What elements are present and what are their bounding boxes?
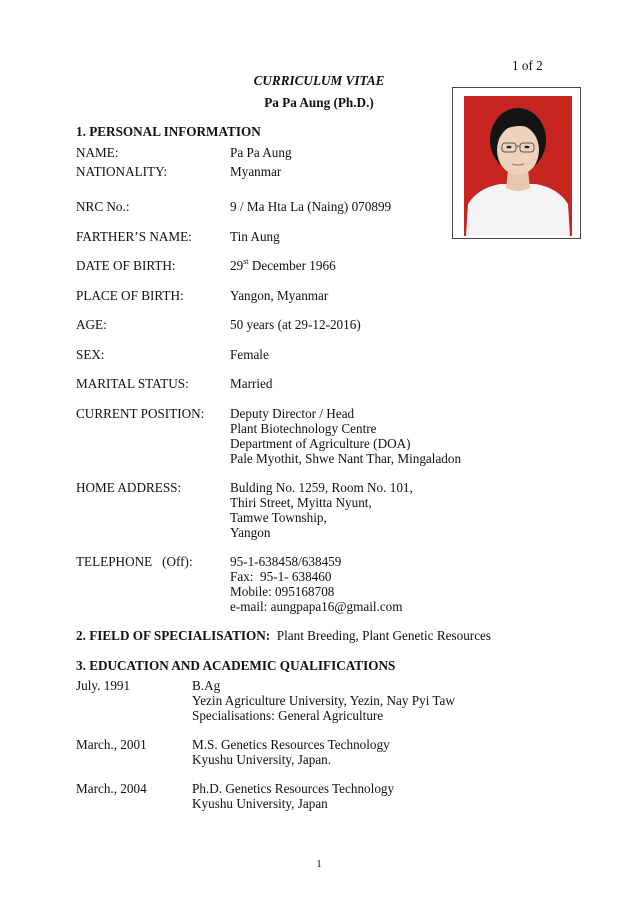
father-name-label: FARTHER’S NAME: <box>76 229 192 244</box>
dob-suffix: st <box>243 256 249 266</box>
home-address-line: Yangon <box>230 525 271 540</box>
telephone-label: TELEPHONE (Off): <box>76 554 193 569</box>
portrait-photo <box>464 96 572 236</box>
education-line: Kyushu University, Japan <box>192 796 328 811</box>
current-position-line: Department of Agriculture (DOA) <box>230 436 411 451</box>
page-number-footer: 1 <box>316 858 322 870</box>
section-personal-information-heading: 1. PERSONAL INFORMATION <box>76 124 261 139</box>
nrc-label: NRC No.: <box>76 199 130 214</box>
sex-label: SEX: <box>76 347 105 362</box>
home-address-label: HOME ADDRESS: <box>76 480 182 495</box>
place-of-birth-value: Yangon, Myanmar <box>230 288 329 303</box>
telephone-line: 95-1-638458/638459 <box>230 554 342 569</box>
sex-value: Female <box>230 347 269 362</box>
education-line: B.Ag <box>192 678 221 693</box>
education-line: Yezin Agriculture University, Yezin, Nay Pyi Taw <box>192 693 455 708</box>
education-line: Ph.D. Genetics Resources Technology <box>192 781 395 796</box>
current-position-line: Pale Myothit, Shwe Nant Thar, Mingaladon <box>230 451 462 466</box>
education-date: July. 1991 <box>76 678 131 693</box>
home-address-line: Thiri Street, Myitta Nyunt, <box>230 495 372 510</box>
field-of-specialisation <box>76 628 491 643</box>
education-line: M.S. Genetics Resources Technology <box>192 737 390 752</box>
person-name-header: Pa Pa Aung (Ph.D.) <box>264 95 374 110</box>
home-address-line: Bulding No. 1259, Room No. 101, <box>230 480 413 495</box>
specialisation-value: Plant Breeding, Plant Genetic Resources <box>276 628 492 643</box>
name-label: NAME: <box>76 145 119 160</box>
name-value: Pa Pa Aung <box>230 145 292 160</box>
email-line: e-mail: aungpapa16@gmail.com <box>230 599 403 614</box>
marital-status-label: MARITAL STATUS: <box>76 376 189 391</box>
nationality-label: NATIONALITY: <box>76 164 168 179</box>
page-counter: 1 of 2 <box>512 58 543 73</box>
home-address-line: Tamwe Township, <box>230 510 327 525</box>
education-line: Specialisations: General Agriculture <box>192 708 384 723</box>
dob-rest: December 1966 <box>248 258 336 273</box>
date-of-birth-label: DATE OF BIRTH: <box>76 258 176 273</box>
section-education-heading: 3. EDUCATION AND ACADEMIC QUALIFICATIONS <box>76 658 396 673</box>
place-of-birth-label: PLACE OF BIRTH: <box>76 288 184 303</box>
education-date: March., 2004 <box>76 781 147 796</box>
document-title: CURRICULUM VITAE <box>253 73 385 88</box>
nrc-value: 9 / Ma Hta La (Naing) 070899 <box>230 199 392 214</box>
fax-line: Fax: 95-1- 638460 <box>230 569 332 584</box>
mobile-line: Mobile: 095168708 <box>230 584 335 599</box>
date-of-birth-value <box>230 258 336 273</box>
current-position-line: Plant Biotechnology Centre <box>230 421 377 436</box>
dob-day: 29 <box>230 258 244 273</box>
age-label: AGE: <box>76 317 107 332</box>
nationality-value: Myanmar <box>230 164 282 179</box>
current-position-line: Deputy Director / Head <box>230 406 355 421</box>
current-position-label: CURRENT POSITION: <box>76 406 205 421</box>
portrait-photo-frame <box>452 87 581 239</box>
age-value: 50 years (at 29-12-2016) <box>230 317 361 332</box>
father-name-value: Tin Aung <box>230 229 280 244</box>
education-line: Kyushu University, Japan. <box>192 752 332 767</box>
section-specialisation-heading: 2. FIELD OF SPECIALISATION: <box>76 628 271 643</box>
education-date: March., 2001 <box>76 737 147 752</box>
marital-status-value: Married <box>230 376 273 391</box>
